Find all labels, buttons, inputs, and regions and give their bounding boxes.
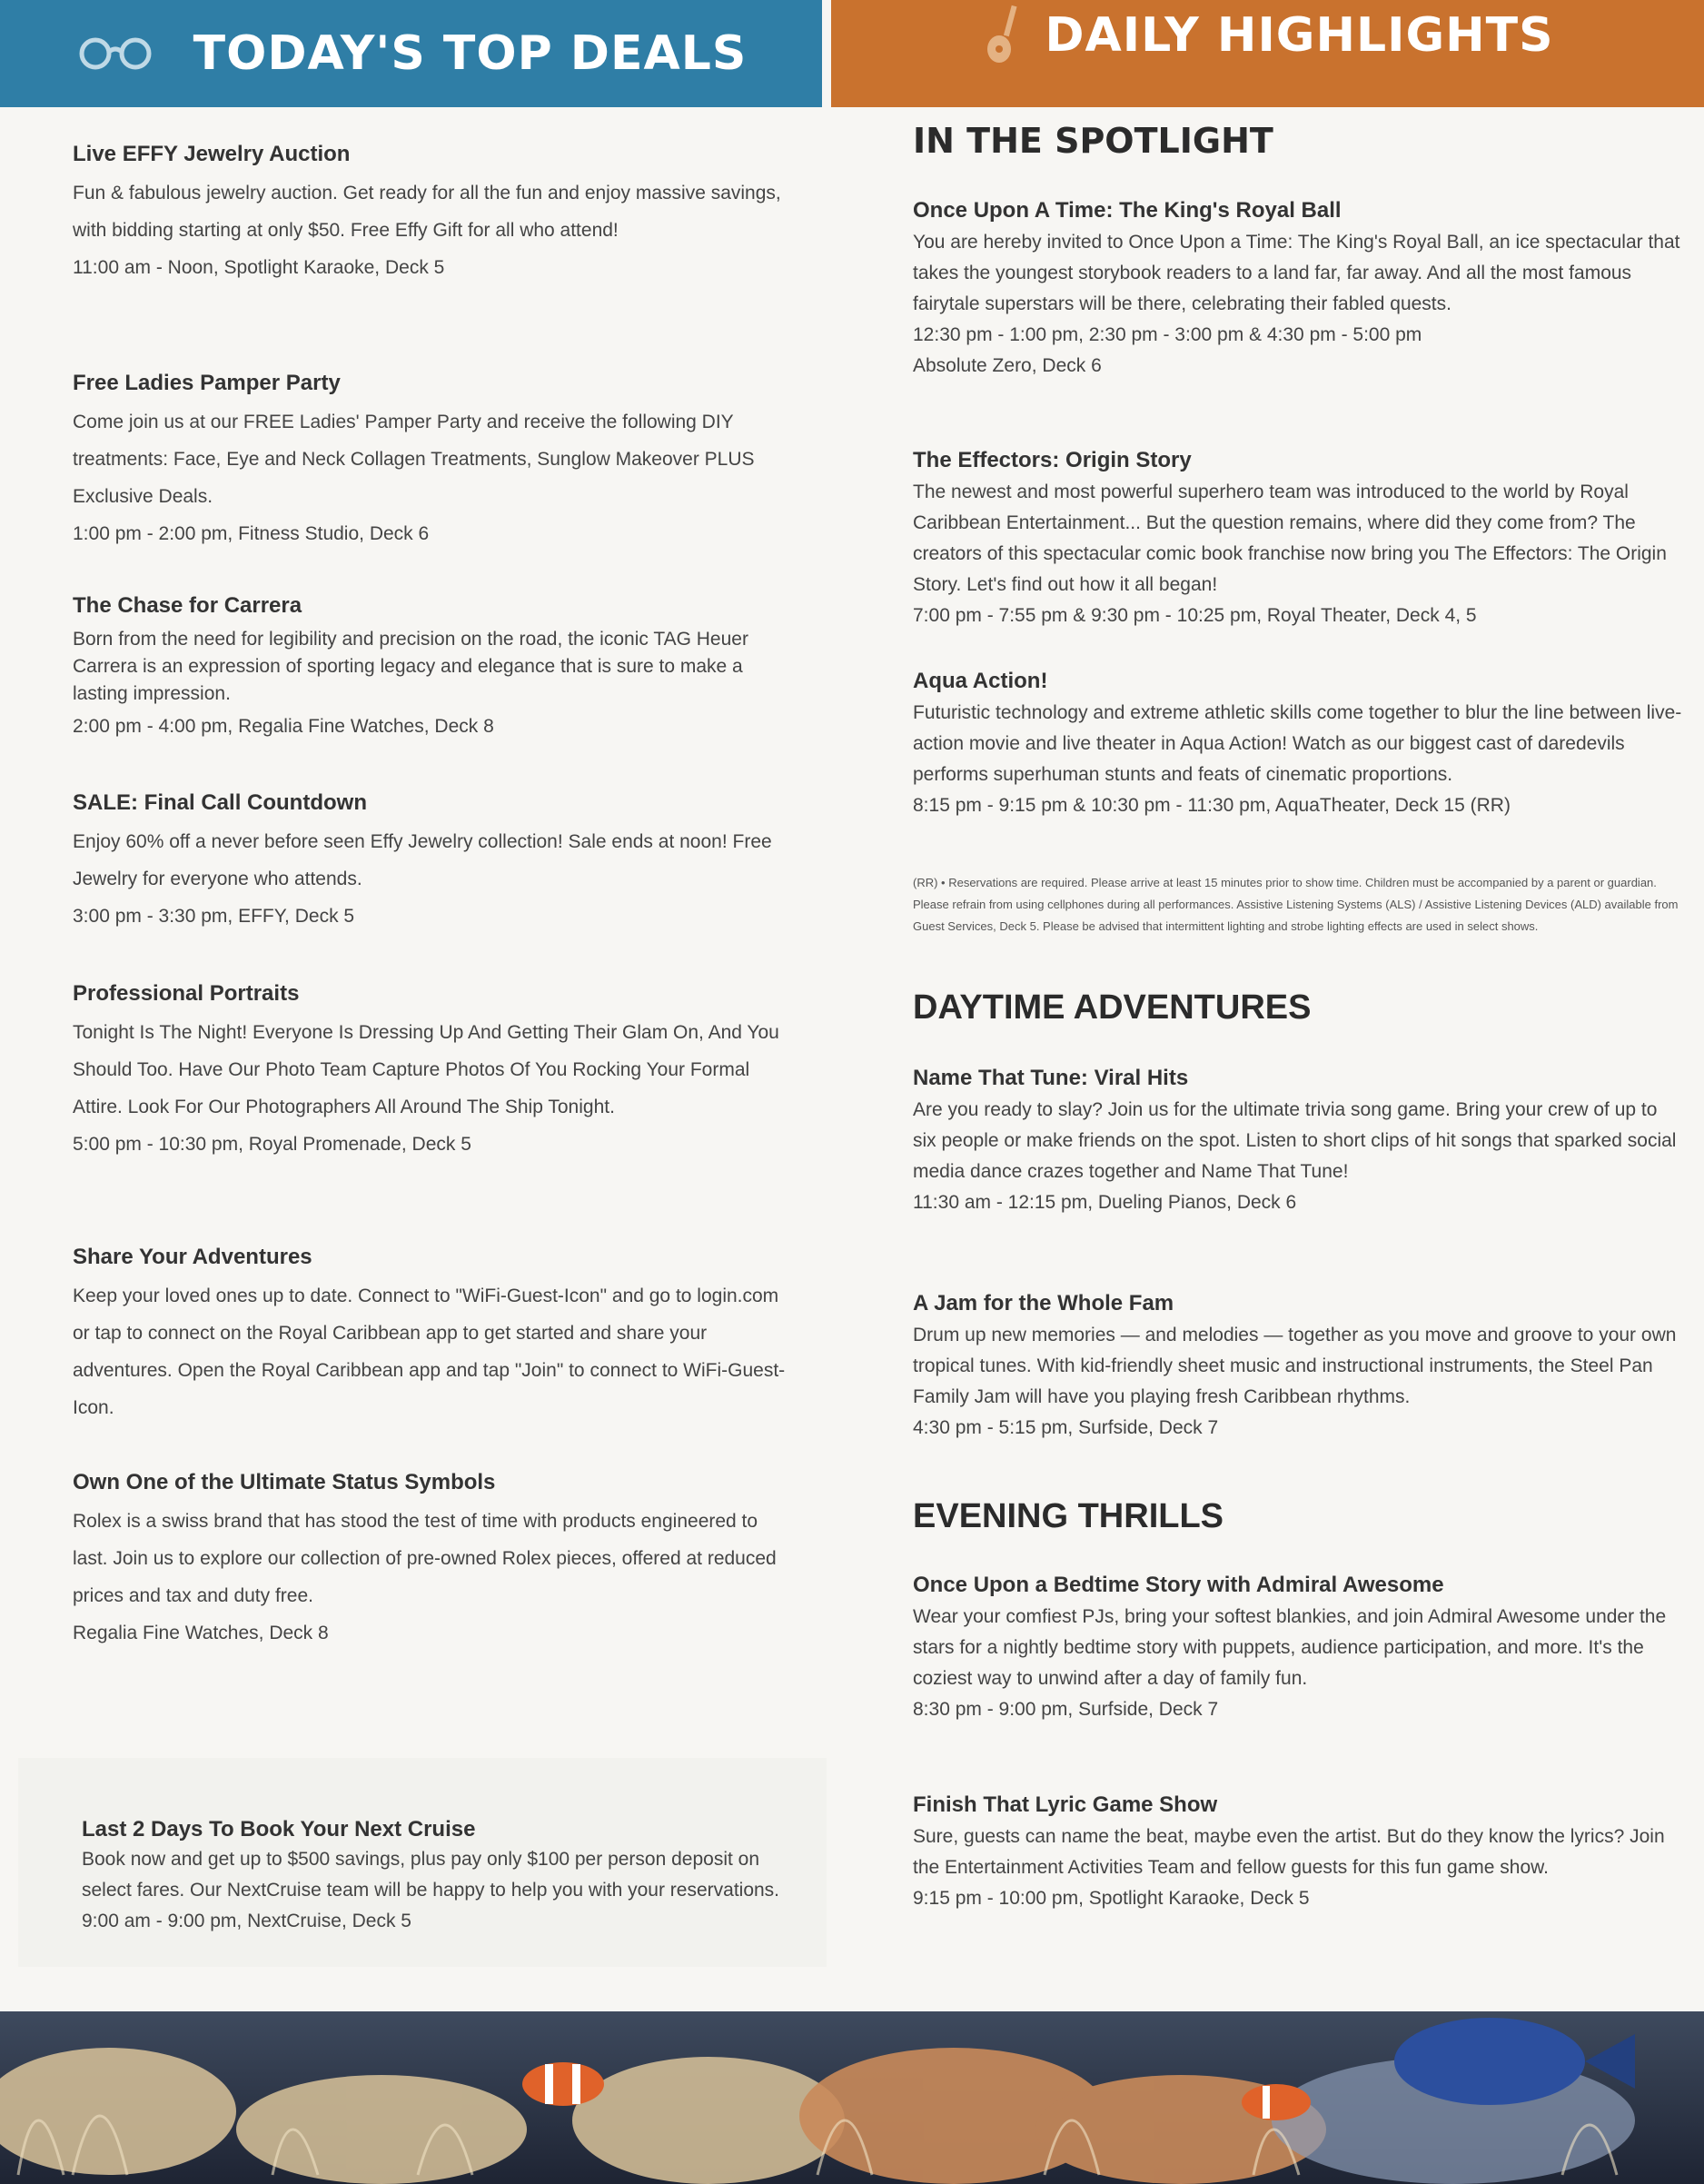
event-title: Name That Tune: Viral Hits [913,1066,1189,1090]
event-title: Aqua Action! [913,669,1048,693]
event-description: Futuristic technology and extreme athletic skills come together to blur the line between live-action movie and live theater in Aqua Action! Watch as our biggest cast of daredevils performs superhuman stunts and feats of cinematic proportions. [913,702,1682,785]
deal-item [73,1470,790,1652]
deal-item [73,981,790,1163]
event-description: Wear your comfiest PJs, bring your softest blankies, and join Admiral Awesome under the stars for a nightly bedtime story with puppets, audience participation, and more. It's the coziest way to unwind after a day of family fun. [913,1606,1667,1689]
deal-item [73,790,790,935]
deal-time: 3:00 pm - 3:30 pm, EFFY, Deck 5 [73,906,355,927]
deal-description: Tonight Is The Night! Everyone Is Dressing Up And Getting Their Glam On, And You Should Too. Have Our Photo Team Capture Photos Of You Rocking Your Formal Attire. Look For Our Photographers All Around The Ship Tonight. [73,1022,779,1117]
daytime-event [913,1066,1685,1218]
coral-reef-image [0,2011,1704,2184]
event-title: A Jam for the Whole Fam [913,1291,1174,1315]
spotlight-heading: IN THE SPOTLIGHT [913,121,1273,161]
spotlight-event [913,669,1685,821]
evening-event [913,1792,1685,1914]
deal-title: Professional Portraits [73,981,300,1006]
daily-highlights-banner [831,0,1704,107]
top-deals-title: TODAY'S TOP DEALS [193,26,748,81]
event-description: Sure, guests can name the beat, maybe even the artist. But do they know the lyrics? Join the Entertainment Activities Team and fellow guests for this fun game show. [913,1826,1665,1878]
event-title: The Effectors: Origin Story [913,448,1192,472]
deal-title: Share Your Adventures [73,1245,312,1269]
deal-title: Own One of the Ultimate Status Symbols [73,1470,496,1494]
deal-description: Born from the need for legibility and precision on the road, the iconic TAG Heuer Carrera is an expression of sporting legacy and elegance that is sure to make a lasting impression. [73,629,748,704]
deal-title: Free Ladies Pamper Party [73,371,341,395]
deal-time: 9:00 am - 9:00 pm, NextCruise, Deck 5 [82,1911,411,1931]
event-time: 12:30 pm - 1:00 pm, 2:30 pm - 3:00 pm & 4:30 pm - 5:00 pm [913,324,1422,345]
event-title: Finish That Lyric Game Show [913,1792,1218,1817]
deal-time: 5:00 pm - 10:30 pm, Royal Promenade, Deck 5 [73,1134,471,1155]
event-description: Are you ready to slay? Join us for the ultimate trivia song game. Bring your crew of up to six people or make friends on the spot. Listen to short clips of hit songs that sparked social media dance crazes together and Name That Tune! [913,1099,1677,1182]
deal-time: Regalia Fine Watches, Deck 8 [73,1623,329,1643]
deal-title: The Chase for Carrera [73,593,302,618]
spotlight-event [913,448,1685,631]
event-description: The newest and most powerful superhero team was introduced to the world by Royal Caribbean Entertainment... But the question remains, where did they come from? The creators of this spectacular comic book franchise now bring you The Effectors: The Origin Story. Let's find out how it all began! [913,481,1667,595]
event-description: You are hereby invited to Once Upon a Time: The King's Royal Ball, an ice spectacular that takes the youngest storybook readers to a land far, far away. And all the most famous fairytale superstars will be there, celebrating their fabled quests. [913,232,1680,314]
event-time: 9:15 pm - 10:00 pm, Spotlight Karaoke, Deck 5 [913,1888,1310,1909]
deal-description: Fun & fabulous jewelry auction. Get ready for all the fun and enjoy massive savings, with bidding starting at only $50. Free Effy Gift for all who attend! [73,183,781,241]
spotlight-event [913,198,1685,382]
deal-title: SALE: Final Call Countdown [73,790,367,815]
event-title: Once Upon a Bedtime Story with Admiral Awesome [913,1573,1444,1597]
deal-title: Live EFFY Jewelry Auction [73,142,351,166]
reservation-note: (RR) • Reservations are required. Please arrive at least 15 minutes prior to show time. Children must be accompanied by a parent or guardian. Please refrain from using cellphones during all performances. Assistive Listening Systems (ALS) / Assistive Listening Devices (ALD) available from Guest Services, Deck 5. Please be advised that intermittent lighting and strobe lighting effects are used in select shows. [913,876,1679,933]
event-time: 8:15 pm - 9:15 pm & 10:30 pm - 11:30 pm, AquaTheater, Deck 15 (RR) [913,795,1511,816]
deal-item [73,593,790,745]
deal-description: Book now and get up to $500 savings, plus pay only $100 per person deposit on select fares. Our NextCruise team will be happy to help you with your reservations. [82,1849,780,1901]
event-time: 11:30 am - 12:15 pm, Dueling Pianos, Deck 6 [913,1192,1297,1213]
evening-event [913,1573,1685,1725]
event-venue: Absolute Zero, Deck 6 [913,355,1102,376]
glasses-icon [75,35,157,72]
deal-description: Rolex is a swiss brand that has stood the test of time with products engineered to last. Join us to explore our collection of pre-owned Rolex pieces, offered at reduced prices and tax and duty free. [73,1511,777,1606]
deal-description: Enjoy 60% off a never before seen Effy Jewelry collection! Sale ends at noon! Free Jewelry for everyone who attends. [73,831,772,889]
deal-item [73,371,790,552]
deal-time: 1:00 pm - 2:00 pm, Fitness Studio, Deck 6 [73,523,430,544]
deal-time: 2:00 pm - 4:00 pm, Regalia Fine Watches, Deck 8 [73,716,494,737]
top-deals-banner [0,0,822,107]
evening-heading: EVENING THRILLS [913,1497,1224,1535]
daytime-event [913,1291,1685,1444]
deal-description: Keep your loved ones up to date. Connect to "WiFi-Guest-Icon" and go to login.com or tap to connect on the Royal Caribbean app to get started and share your adventures. Open the Royal Caribbean app and tap "Join" to connect to WiFi-Guest-Icon. [73,1286,786,1418]
event-description: Drum up new memories — and melodies — together as you move and groove to your own tropical tunes. With kid-friendly sheet music and instructional instruments, the Steel Pan Family Jam will have you playing fresh Caribbean rhythms. [913,1325,1677,1407]
deal-time: 11:00 am - Noon, Spotlight Karaoke, Deck 5 [73,257,445,278]
highlights-column [913,107,1685,2011]
daytime-heading: DAYTIME ADVENTURES [913,988,1312,1027]
deal-item [73,142,790,286]
deal-description: Come join us at our FREE Ladies' Pamper Party and receive the following DIY treatments: Face, Eye and Neck Collagen Treatments, Sunglow Makeover PLUS Exclusive Deals. [73,412,755,507]
deal-title: Last 2 Days To Book Your Next Cruise [82,1817,476,1842]
guitar-icon [981,4,1026,67]
event-time: 7:00 pm - 7:55 pm & 9:30 pm - 10:25 pm, Royal Theater, Deck 4, 5 [913,605,1477,626]
deals-column [73,107,790,2011]
event-time: 4:30 pm - 5:15 pm, Surfside, Deck 7 [913,1417,1219,1438]
event-title: Once Upon A Time: The King's Royal Ball [913,198,1342,223]
next-cruise-promo [18,1758,827,1967]
daily-highlights-title: DAILY HIGHLIGHTS [1045,8,1554,63]
event-time: 8:30 pm - 9:00 pm, Surfside, Deck 7 [913,1699,1219,1720]
deal-item [73,1245,790,1426]
